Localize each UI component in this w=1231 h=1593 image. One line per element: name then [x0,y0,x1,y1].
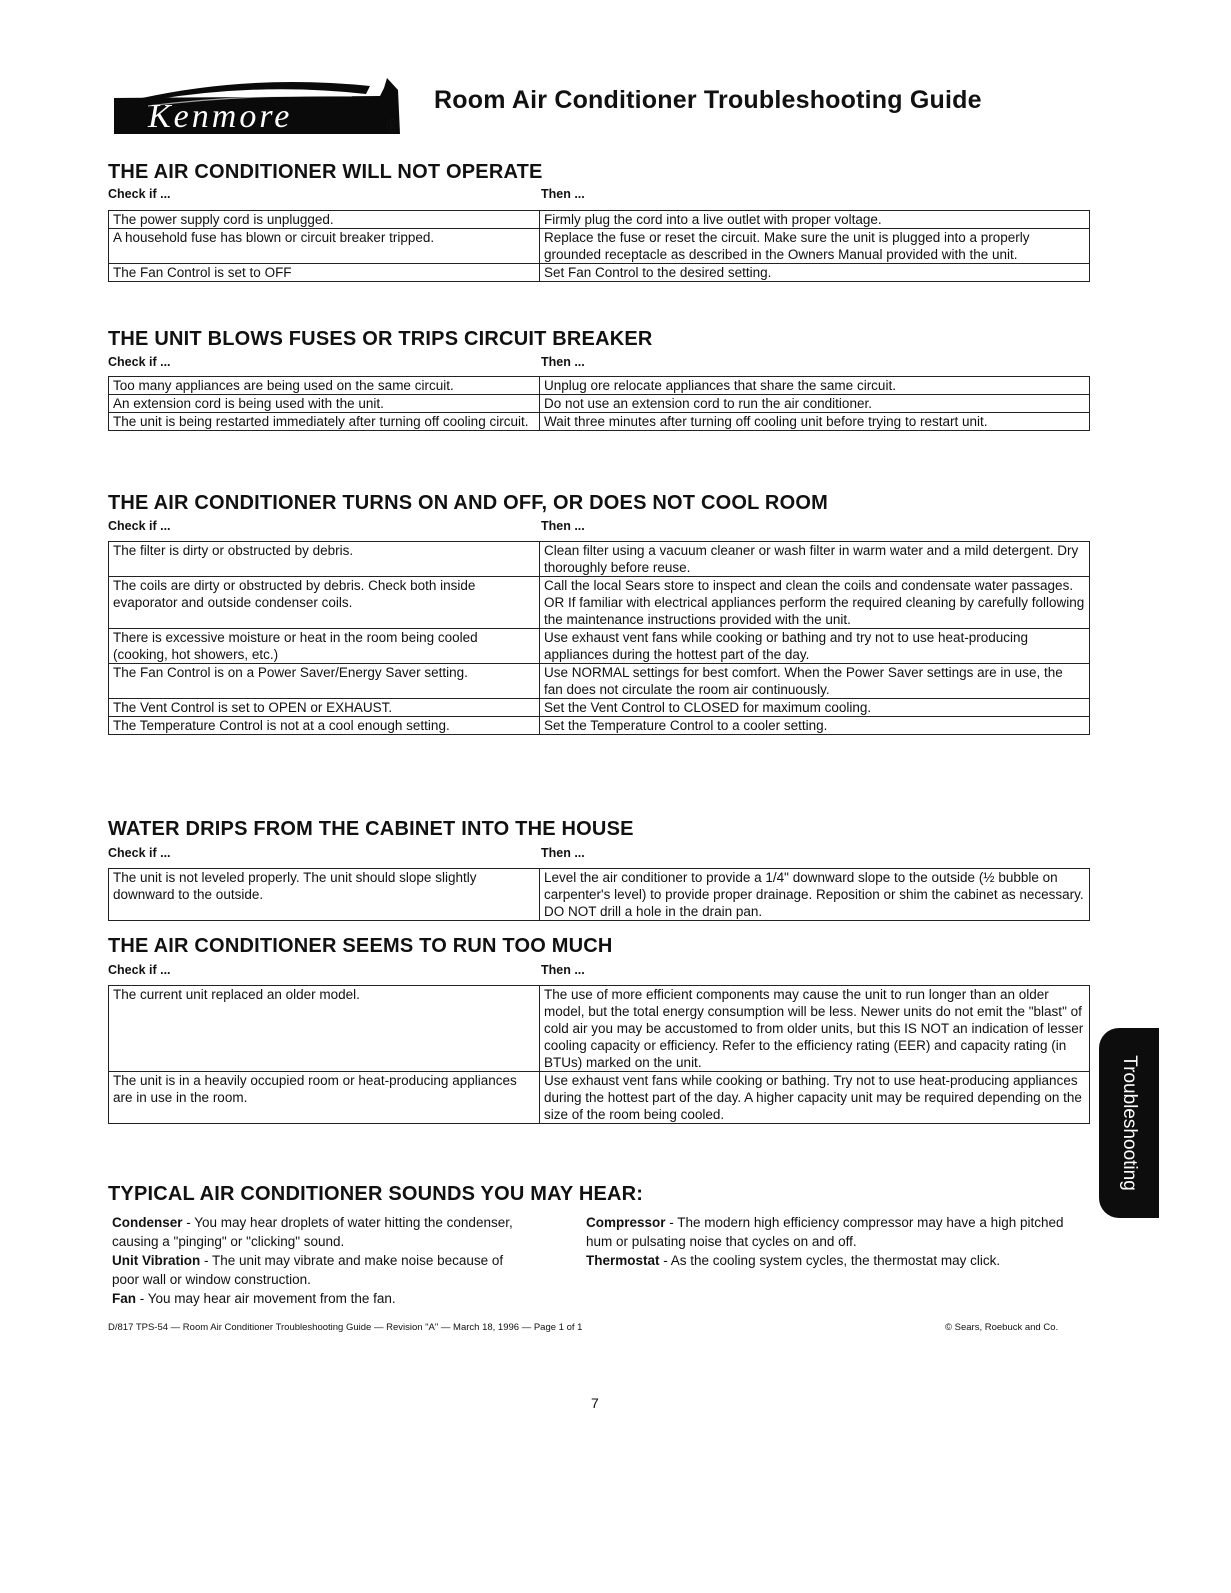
troubleshooting-table [108,210,1090,282]
sound-text: - You may hear air movement from the fan. [136,1291,396,1306]
page-title: Room Air Conditioner Troubleshooting Guide [434,86,982,114]
sound-text: - As the cooling system cycles, the thermostat may click. [659,1253,1001,1268]
table-row [109,211,1090,229]
sound-item [112,1213,532,1251]
then-column-header: Then ... [541,846,585,860]
sound-label: Condenser [112,1215,183,1230]
then-cell: Set Fan Control to the desired setting. [540,264,1090,282]
then-cell: Clean filter using a vacuum cleaner or wash filter in warm water and a mild detergent. Dry thoroughly before reuse. [540,542,1090,577]
table-row [109,577,1090,629]
table-row [109,264,1090,282]
sound-text: - You may hear droplets of water hitting the condenser, causing a "pinging" or "clicking" sound. [112,1215,513,1249]
troubleshooting-table [108,868,1090,921]
section-title: THE AIR CONDITIONER SEEMS TO RUN TOO MUCH [108,935,613,957]
table-row [109,395,1090,413]
check-cell: The unit is being restarted immediately after turning off cooling circuit. [109,413,540,431]
sounds-title: TYPICAL AIR CONDITIONER SOUNDS YOU MAY HEAR: [108,1183,644,1205]
sound-label: Compressor [586,1215,666,1230]
sound-item [586,1251,1086,1270]
side-tab-label: Troubleshooting [1119,1055,1140,1191]
kenmore-logo [112,74,404,144]
then-cell: Set the Vent Control to CLOSED for maximum cooling. [540,699,1090,717]
table-row [109,542,1090,577]
sound-label: Unit Vibration [112,1253,201,1268]
table-row [109,664,1090,699]
table-row [109,377,1090,395]
then-cell: Do not use an extension cord to run the air conditioner. [540,395,1090,413]
table-row [109,986,1090,1072]
then-cell: Use NORMAL settings for best comfort. When the Power Saver settings are in use, the fan does not circulate the room air continuously. [540,664,1090,699]
table-row [109,229,1090,264]
then-cell: Call the local Sears store to inspect and clean the coils and condensate water passages. OR If familiar with electrical appliances perform the required cleaning by carefully following the maintenance instructions provided with the unit. [540,577,1090,629]
check-column-header: Check if ... [108,355,171,369]
section-title: WATER DRIPS FROM THE CABINET INTO THE HOUSE [108,818,634,840]
section-title: THE UNIT BLOWS FUSES OR TRIPS CIRCUIT BREAKER [108,328,653,350]
check-column-header: Check if ... [108,519,171,533]
check-cell: The Temperature Control is not at a cool enough setting. [109,717,540,735]
footer-revision: D/817 TPS-54 — Room Air Conditioner Troubleshooting Guide — Revision "A" — March 18, 1996 — Page 1 of 1 [108,1322,583,1333]
check-cell: An extension cord is being used with the unit. [109,395,540,413]
check-cell: Too many appliances are being used on the same circuit. [109,377,540,395]
then-cell: Use exhaust vent fans while cooking or bathing and try not to use heat-producing appliances during the hottest part of the day. [540,629,1090,664]
troubleshooting-side-tab [1099,1028,1159,1218]
sound-label: Fan [112,1291,137,1306]
troubleshooting-table [108,376,1090,431]
then-cell: Unplug ore relocate appliances that share the same circuit. [540,377,1090,395]
then-column-header: Then ... [541,519,585,533]
table-row [109,717,1090,735]
then-column-header: Then ... [541,355,585,369]
then-cell: Set the Temperature Control to a cooler setting. [540,717,1090,735]
then-cell: Replace the fuse or reset the circuit. Make sure the unit is plugged into a properly grounded receptacle as described in the Owners Manual provided with the unit. [540,229,1090,264]
then-cell: Level the air conditioner to provide a 1/4" downward slope to the outside (½ bubble on carpenter's level) to provide proper drainage. Reposition or shim the cabinet as necessary. DO NOT drill a hole in the drain pan. [540,869,1090,921]
check-cell: The filter is dirty or obstructed by debris. [109,542,540,577]
check-cell: The unit is in a heavily occupied room or heat-producing appliances are in use in the room. [109,1072,540,1124]
then-column-header: Then ... [541,963,585,977]
sound-item [112,1251,532,1289]
sounds-left-column [112,1213,532,1308]
then-cell: Use exhaust vent fans while cooking or bathing. Try not to use heat-producing appliances during the hottest part of the day. A higher capacity unit may be required depending on the size of the room being cooled. [540,1072,1090,1124]
check-cell: There is excessive moisture or heat in the room being cooled (cooking, hot showers, etc.) [109,629,540,664]
table-row [109,413,1090,431]
check-cell: The unit is not leveled properly. The unit should slope slightly downward to the outside. [109,869,540,921]
section-title: THE AIR CONDITIONER TURNS ON AND OFF, OR DOES NOT COOL ROOM [108,492,828,514]
check-cell: A household fuse has blown or circuit breaker tripped. [109,229,540,264]
sound-label: Thermostat [586,1253,660,1268]
check-cell: The coils are dirty or obstructed by debris. Check both inside evaporator and outside condenser coils. [109,577,540,629]
logo-text: Kenmore [148,98,293,135]
table-row [109,1072,1090,1124]
then-cell: Wait three minutes after turning off cooling unit before trying to restart unit. [540,413,1090,431]
check-cell: The Fan Control is on a Power Saver/Energy Saver setting. [109,664,540,699]
table-row [109,869,1090,921]
logo-swoosh-icon [112,74,404,144]
check-column-header: Check if ... [108,187,171,201]
check-cell: The Fan Control is set to OFF [109,264,540,282]
sound-text: - The unit may vibrate and make noise because of poor wall or window construction. [112,1253,504,1287]
table-row [109,629,1090,664]
footer-copyright: © Sears, Roebuck and Co. [945,1322,1059,1333]
check-column-header: Check if ... [108,963,171,977]
then-cell: Firmly plug the cord into a live outlet with proper voltage. [540,211,1090,229]
table-row [109,699,1090,717]
troubleshooting-table [108,541,1090,735]
then-cell: The use of more efficient components may cause the unit to run longer than an older model, but the total energy consumption will be less. Newer units do not emit the "blast" of cold air you may be accustomed to from older units, but this IS NOT an indication of lesser cooling capacity or efficiency. Refer to the efficiency rating (EER) and capacity rating (in BTUs) marked on the unit. [540,986,1090,1072]
sound-text: - The modern high efficiency compressor may have a high pitched hum or pulsating noise that cycles on and off. [586,1215,1064,1249]
check-column-header: Check if ... [108,846,171,860]
sounds-right-column [586,1213,1086,1270]
troubleshooting-table [108,985,1090,1124]
section-title: THE AIR CONDITIONER WILL NOT OPERATE [108,161,543,183]
sound-item [586,1213,1086,1251]
sound-item [112,1289,532,1308]
then-column-header: Then ... [541,187,585,201]
check-cell: The power supply cord is unplugged. [109,211,540,229]
registered-mark: ® [386,116,400,136]
check-cell: The Vent Control is set to OPEN or EXHAUST. [109,699,540,717]
page-number: 7 [591,1395,599,1411]
check-cell: The current unit replaced an older model. [109,986,540,1072]
